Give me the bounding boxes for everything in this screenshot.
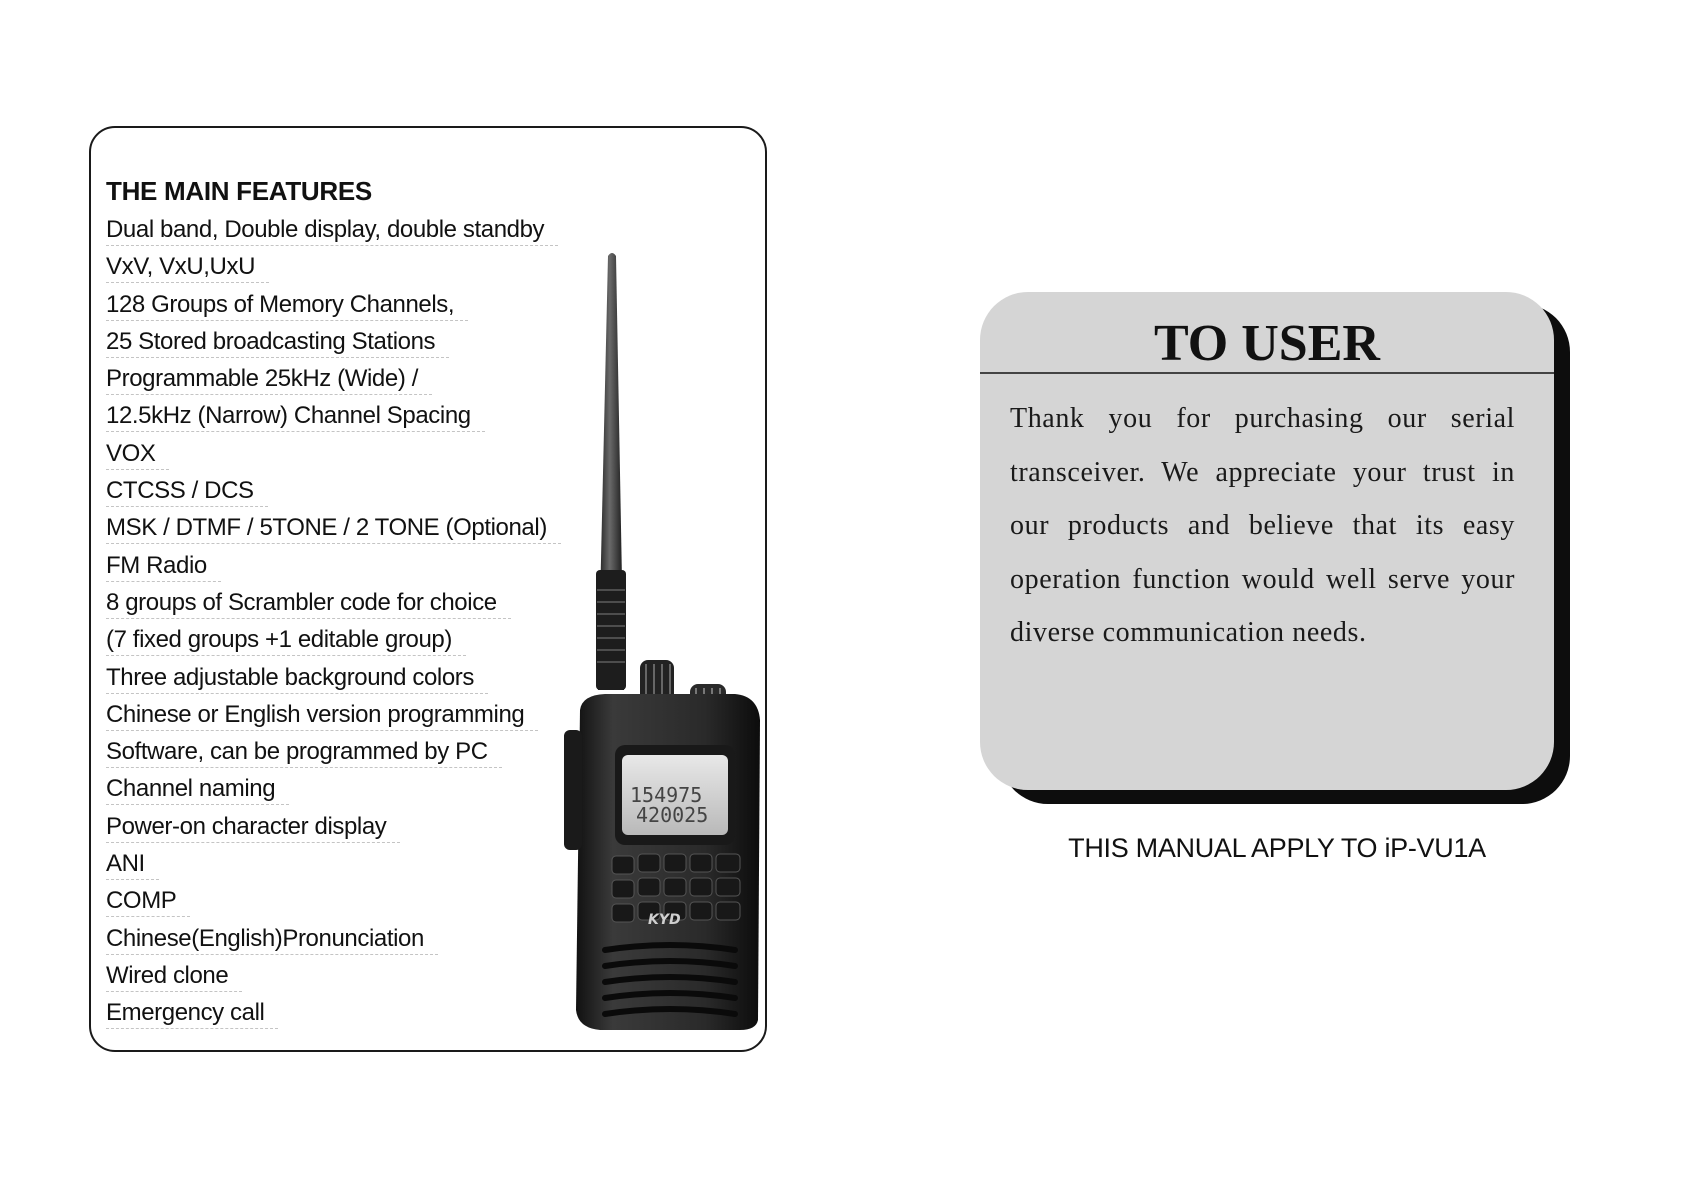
features-title: THE MAIN FEATURES bbox=[106, 176, 372, 206]
feature-item: CTCSS / DCS bbox=[106, 476, 561, 513]
antenna bbox=[596, 253, 626, 690]
feature-item: VxV, VxU,UxU bbox=[106, 252, 561, 289]
feature-item: Chinese or English version programming bbox=[106, 700, 561, 737]
manual-applicability-note: THIS MANUAL APPLY TO iP-VU1A bbox=[1068, 833, 1486, 863]
feature-item: Three adjustable background colors bbox=[106, 663, 561, 700]
feature-item: Channel naming bbox=[106, 774, 561, 811]
feature-item: Chinese(English)Pronunciation bbox=[106, 924, 561, 961]
feature-list bbox=[106, 215, 561, 1036]
radio-transceiver-image bbox=[560, 250, 765, 1030]
to-user-card bbox=[980, 292, 1554, 790]
feature-item: 128 Groups of Memory Channels, bbox=[106, 290, 561, 327]
feature-item: Programmable 25kHz (Wide) / bbox=[106, 364, 561, 401]
feature-item: COMP bbox=[106, 886, 561, 923]
feature-item: MSK / DTMF / 5TONE / 2 TONE (Optional) bbox=[106, 513, 561, 550]
to-user-title: TO USER bbox=[1154, 315, 1380, 372]
title-divider bbox=[980, 372, 1554, 374]
feature-item: Dual band, Double display, double standby bbox=[106, 215, 561, 252]
feature-item: Power-on character display bbox=[106, 812, 561, 849]
feature-item: Emergency call bbox=[106, 998, 561, 1035]
feature-item: Software, can be programmed by PC bbox=[106, 737, 561, 774]
feature-item: 12.5kHz (Narrow) Channel Spacing bbox=[106, 401, 561, 438]
feature-item: VOX bbox=[106, 439, 561, 476]
feature-item: 25 Stored broadcasting Stations bbox=[106, 327, 561, 364]
to-user-body: Thank you for purchasing our serial transceiver. We appreciate your trust in our products and believe that its easy operation function would well serve your diverse communication needs. bbox=[1010, 403, 1515, 648]
feature-item: 8 groups of Scrambler code for choice bbox=[106, 588, 561, 625]
feature-item: Wired clone bbox=[106, 961, 561, 998]
brand-logo: KYD bbox=[648, 912, 681, 928]
feature-item: FM Radio bbox=[106, 551, 561, 588]
display-line-2: 420025 bbox=[636, 803, 709, 827]
display-line-1: 154975 bbox=[630, 783, 703, 807]
side-ptt-button bbox=[564, 730, 582, 850]
feature-item: ANI bbox=[106, 849, 561, 886]
feature-item: (7 fixed groups +1 editable group) bbox=[106, 625, 561, 662]
